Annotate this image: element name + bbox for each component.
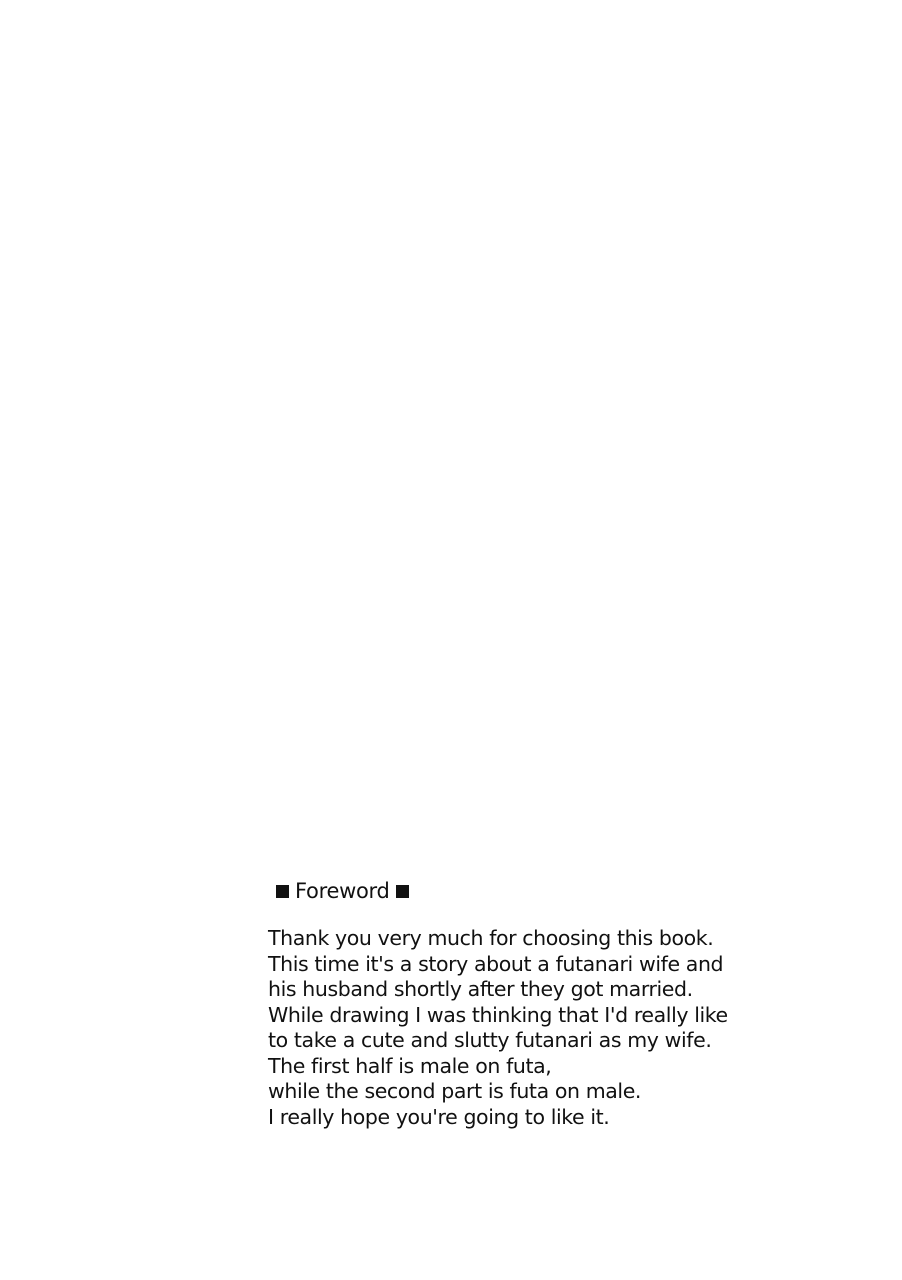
- foreword-heading-text: Foreword: [295, 879, 390, 903]
- foreword-line: while the second part is futa on male.: [268, 1079, 642, 1103]
- foreword-line: to take a cute and slutty futanari as my wife.: [268, 1028, 712, 1052]
- foreword-section: [268, 876, 828, 1130]
- square-bullet-icon: [396, 885, 409, 898]
- foreword-line: Thank you very much for choosing this book.: [268, 926, 714, 950]
- foreword-line: This time it's a story about a futanari wife and: [268, 951, 724, 976]
- foreword-body: [268, 926, 828, 1130]
- foreword-line: I really hope you're going to like it.: [268, 1104, 610, 1129]
- square-bullet-icon: [276, 885, 289, 898]
- foreword-line: While drawing I was thinking that I'd really like: [268, 1002, 728, 1027]
- foreword-heading: [276, 876, 828, 906]
- foreword-line: his husband shortly after they got married.: [268, 977, 693, 1001]
- foreword-line: The first half is male on futa,: [268, 1053, 552, 1078]
